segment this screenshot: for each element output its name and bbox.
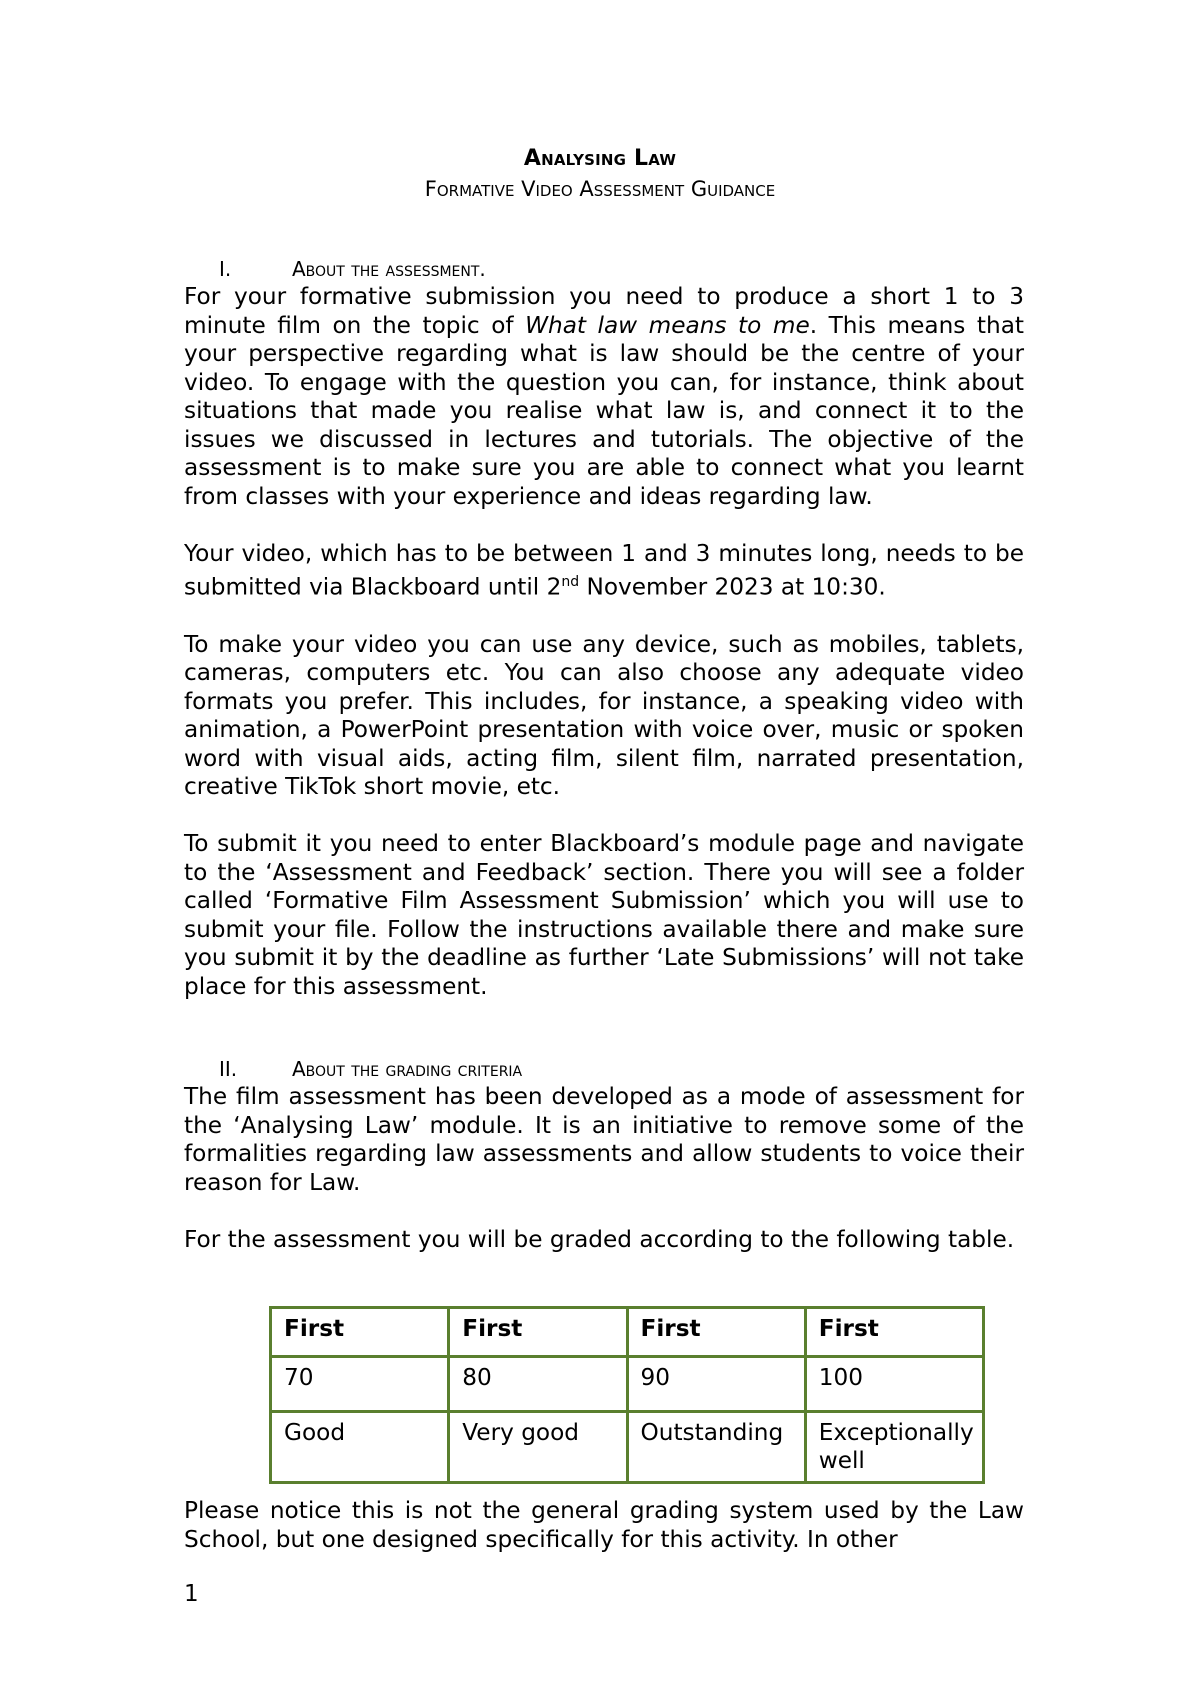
paragraph-deadline: Your video, which has to be between 1 and 3 minutes long, needs to be submitted via Blackboard until 2nd November 2023 at 10:30. bbox=[184, 539, 1024, 601]
table-row-marks bbox=[271, 1357, 984, 1412]
section-heading-grading-criteria bbox=[219, 1055, 522, 1083]
section-number: I. bbox=[219, 257, 232, 281]
section-body-continuation bbox=[184, 1497, 1024, 1554]
ordinal-suffix: nd bbox=[561, 574, 580, 590]
table-cell: Outstanding bbox=[627, 1412, 805, 1483]
paragraph-topic: For your formative submission you need to produce a short 1 to 3 minute film on the topic of What law means to me. This means that your perspective regarding what is law should be the centre of your video. To engage with the question you can, for instance, think about situations that made you realise what law is, and connect it to the issues we discussed in lectures and tutorials. The objective of the assessment is to make sure you are able to connect what you learnt from classes with your experience and ideas regarding law. bbox=[184, 283, 1024, 510]
table-row-classification bbox=[271, 1308, 984, 1357]
table-cell: First bbox=[627, 1308, 805, 1357]
document-subtitle: Formative Video Assessment Guidance bbox=[424, 177, 776, 201]
section-heading-about-assessment bbox=[219, 255, 486, 283]
paragraph-grading-note: Please notice this is not the general grading system used by the Law School, but one designed specifically for this activity. In other bbox=[184, 1497, 1024, 1553]
section-body-grading-criteria bbox=[184, 1083, 1024, 1254]
paragraph-table-intro: For the assessment you will be graded according to the following table. bbox=[184, 1225, 1015, 1253]
section-body-about-assessment bbox=[184, 283, 1024, 1001]
table-cell: Very good bbox=[449, 1412, 627, 1483]
page-number: 1 bbox=[184, 1581, 199, 1607]
table-row-descriptors bbox=[271, 1412, 984, 1483]
table-cell: 100 bbox=[805, 1357, 983, 1412]
section-title: About the grading criteria bbox=[292, 1057, 523, 1081]
table-cell: First bbox=[449, 1308, 627, 1357]
table-cell: Exceptionally well bbox=[805, 1412, 983, 1483]
document-title: Analysing Law bbox=[523, 146, 677, 171]
table-cell: 70 bbox=[271, 1357, 449, 1412]
title-block bbox=[0, 144, 1200, 204]
table-cell: Good bbox=[271, 1412, 449, 1483]
table-cell: First bbox=[271, 1308, 449, 1357]
table-cell: 90 bbox=[627, 1357, 805, 1412]
paragraph-submission: To submit it you need to enter Blackboard’s module page and navigate to the ‘Assessment and Feedback’ section. There you will see a folder called ‘Formative Film Assessment Submission’ which you will use to submit your file. Follow the instructions available there and make sure you submit it by the deadline as further ‘Late Submissions’ will not take place for this assessment. bbox=[184, 830, 1024, 1000]
table-cell: First bbox=[805, 1308, 983, 1357]
section-title: About the assessment. bbox=[292, 257, 486, 281]
table-cell: 80 bbox=[449, 1357, 627, 1412]
paragraph-module: The film assessment has been developed as a mode of assessment for the ‘Analysing Law’ module. It is an initiative to remove some of the formalities regarding law assessments and allow students to voice their reason for Law. bbox=[184, 1083, 1024, 1196]
topic-emphasis: What law means to me bbox=[525, 311, 810, 339]
paragraph-devices: To make your video you can use any device, such as mobiles, tablets, cameras, computers etc. You can also choose any adequate video formats you prefer. This includes, for instance, a speaking video with animation, a PowerPoint presentation with voice over, music or spoken word with visual aids, acting film, silent film, narrated presentation, creative TikTok short movie, etc. bbox=[184, 630, 1024, 801]
grading-table bbox=[269, 1306, 985, 1484]
section-number: II. bbox=[219, 1057, 238, 1081]
